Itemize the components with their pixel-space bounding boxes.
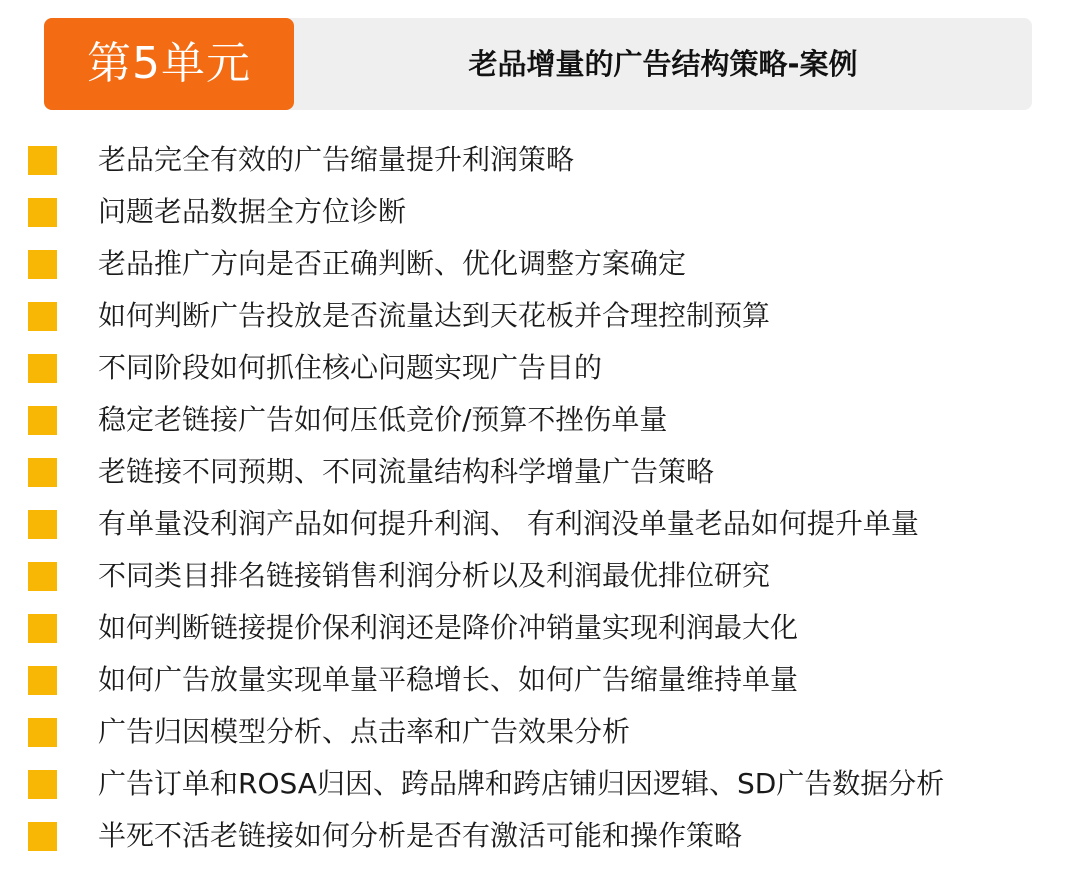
list-item xyxy=(0,238,1080,290)
list-item xyxy=(0,498,1080,550)
list-item-text: 如何判断广告投放是否流量达到天花板并合理控制预算 xyxy=(98,299,771,332)
list-item-text: 广告归因模型分析、点击率和广告效果分析 xyxy=(98,715,631,748)
list-item-text: 不同类目排名链接销售利润分析以及利润最优排位研究 xyxy=(98,559,771,592)
list-item xyxy=(0,550,1080,602)
bullet-square-icon xyxy=(28,718,57,747)
list-item xyxy=(0,810,1080,862)
bullet-square-icon xyxy=(28,458,57,487)
list-item-text: 广告订单和ROSA归因、跨品牌和跨店铺归因逻辑、SD广告数据分析 xyxy=(98,767,945,800)
list-item-text: 老链接不同预期、不同流量结构科学增量广告策略 xyxy=(98,455,715,488)
list-item-text: 老品完全有效的广告缩量提升利润策略 xyxy=(98,143,575,176)
list-item-text: 有单量没利润产品如何提升利润、 有利润没单量老品如何提升单量 xyxy=(98,507,919,540)
bullet-square-icon xyxy=(28,770,57,799)
list-item xyxy=(0,186,1080,238)
list-item-text: 稳定老链接广告如何压低竞价/预算不挫伤单量 xyxy=(98,403,668,436)
bullet-square-icon xyxy=(28,614,57,643)
bullet-square-icon xyxy=(28,146,57,175)
list-item xyxy=(0,134,1080,186)
topic-list xyxy=(0,134,1080,862)
bullet-square-icon xyxy=(28,250,57,279)
list-item-text: 半死不活老链接如何分析是否有激活可能和操作策略 xyxy=(98,819,743,852)
list-item-text: 不同阶段如何抓住核心问题实现广告目的 xyxy=(98,351,603,384)
list-item-text: 如何广告放量实现单量平稳增长、如何广告缩量维持单量 xyxy=(98,663,799,696)
bullet-square-icon xyxy=(28,406,57,435)
bullet-square-icon xyxy=(28,666,57,695)
list-item xyxy=(0,706,1080,758)
bullet-square-icon xyxy=(28,198,57,227)
bullet-square-icon xyxy=(28,354,57,383)
bullet-square-icon xyxy=(28,510,57,539)
list-item xyxy=(0,446,1080,498)
list-item xyxy=(0,602,1080,654)
bullet-square-icon xyxy=(28,302,57,331)
list-item xyxy=(0,654,1080,706)
bullet-square-icon xyxy=(28,822,57,851)
section-header xyxy=(44,18,1032,110)
list-item-text: 问题老品数据全方位诊断 xyxy=(98,195,407,228)
list-item-text: 老品推广方向是否正确判断、优化调整方案确定 xyxy=(98,247,687,280)
list-item xyxy=(0,394,1080,446)
section-title: 老品增量的广告结构策略-案例 xyxy=(468,47,858,81)
list-item-text: 如何判断链接提价保利润还是降价冲销量实现利润最大化 xyxy=(98,611,799,644)
bullet-square-icon xyxy=(28,562,57,591)
unit-badge: 第5单元 xyxy=(44,18,294,110)
list-item xyxy=(0,342,1080,394)
list-item xyxy=(0,290,1080,342)
list-item xyxy=(0,758,1080,810)
